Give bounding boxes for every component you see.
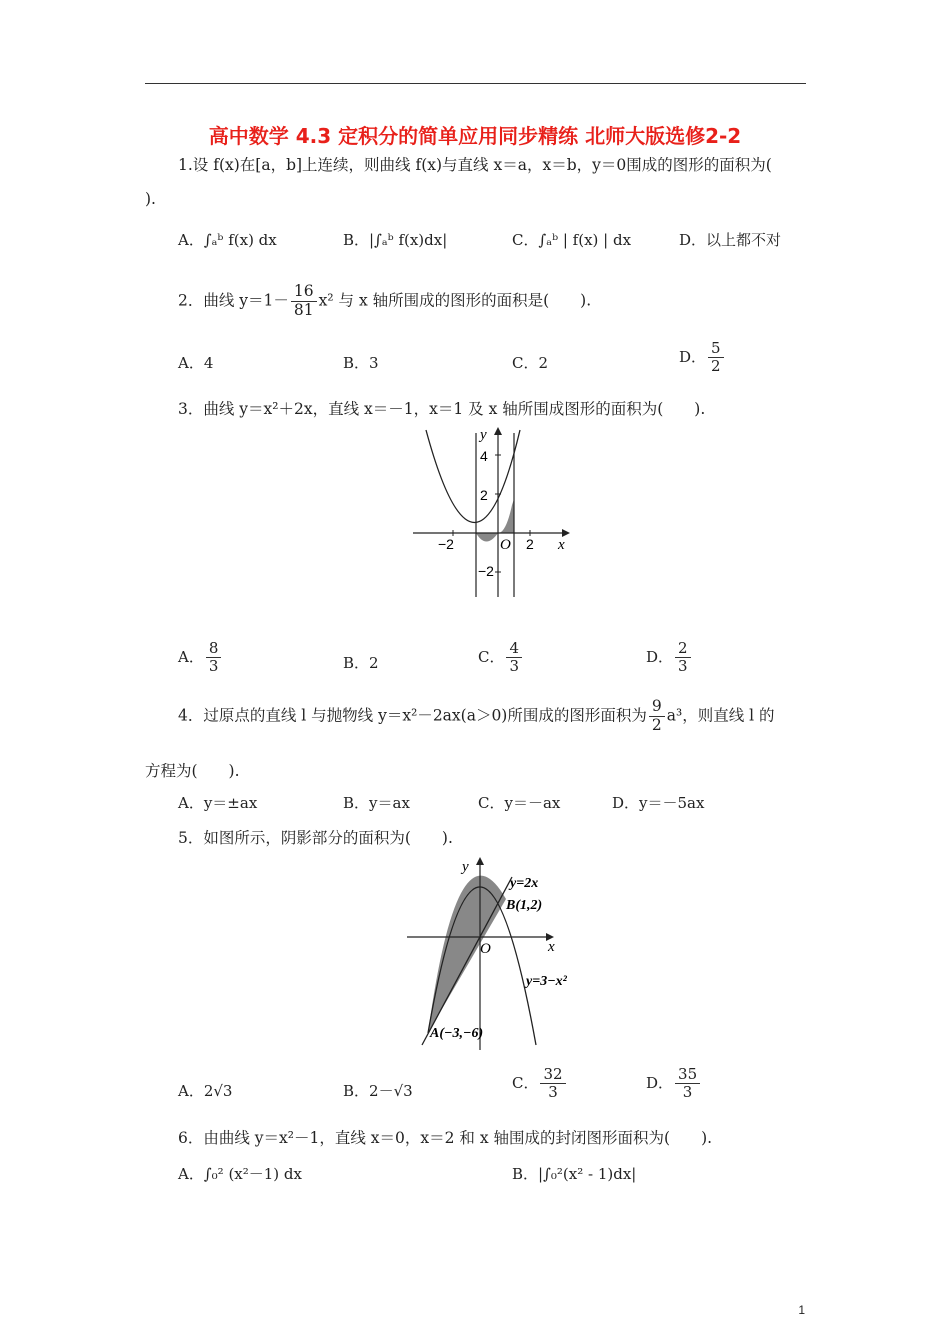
- q5-option-a: A．2√3: [178, 1082, 233, 1100]
- q5-label-b: B(1,2): [506, 898, 543, 913]
- q3-option-d-label: D．: [646, 647, 674, 666]
- q4-stem: [178, 698, 775, 735]
- q5-option-c: [512, 1066, 568, 1102]
- q3-label-origin: O: [500, 537, 511, 553]
- q2-frac-num: 16: [291, 283, 317, 302]
- q2-stem-post: x² 与 x 轴所围成的图形的面积是( ).: [318, 291, 592, 310]
- q5-shaded-area: [428, 876, 506, 1033]
- q2-option-c: C．2: [512, 354, 549, 372]
- q3-option-d-den: 3: [678, 657, 688, 676]
- q1-option-b: B．|∫ₐᵇ f(x)dx|: [343, 231, 448, 249]
- q5-option-c-num: 32: [540, 1066, 565, 1084]
- q3-option-c-label: C．: [478, 647, 505, 666]
- q6-option-a: A．∫₀² (x²－1) dx: [178, 1165, 302, 1183]
- q3-shaded-area: [476, 533, 498, 542]
- q5-option-c-label: C．: [512, 1073, 539, 1092]
- q3-shaded-area-right: [498, 499, 514, 533]
- q3-y-arrow: [494, 427, 502, 435]
- q4-stem-cont: 方程为( ).: [145, 762, 240, 780]
- page-title: 高中数学 4.3 定积分的简单应用同步精练 北师大版选修2-2: [208, 124, 742, 148]
- q1-option-a: A．∫ₐᵇ f(x) dx: [178, 231, 277, 249]
- q2-stem: [178, 283, 591, 320]
- q5-label-curve: y=3−x²: [526, 974, 567, 989]
- q3-label-neg2-x: −2: [438, 536, 454, 552]
- q2-fraction: [291, 283, 317, 320]
- q3-stem: 3．曲线 y＝x²＋2x，直线 x＝－1，x＝1 及 x 轴所围成图形的面积为( ).: [178, 400, 706, 418]
- q5-option-d-label: D．: [646, 1073, 674, 1092]
- q5-graph: [402, 855, 587, 1055]
- q4-stem-pre: 4．过原点的直线 l 与抛物线 y＝x²－2ax(a＞0)所围成的图形面积为: [178, 706, 647, 725]
- q3-option-a-den: 3: [208, 657, 219, 676]
- q3-x-arrow: [562, 529, 570, 537]
- q3-label-2-x: 2: [526, 536, 534, 552]
- q5-label-y: y: [462, 859, 469, 875]
- q1-option-c: C．∫ₐᵇ | f(x) | dx: [512, 231, 632, 249]
- q2-stem-pre: 2．曲线 y＝1－: [178, 291, 289, 310]
- q2-option-d-label: D．: [679, 347, 707, 366]
- q5-label-x: x: [548, 939, 555, 955]
- q5-option-d-den: 3: [682, 1083, 693, 1102]
- q3-option-a: [178, 640, 223, 676]
- q3-option-b: B．2: [343, 654, 379, 672]
- header-rule: [145, 83, 806, 84]
- q5-option-c-frac: [540, 1066, 565, 1102]
- q3-parabola: [426, 430, 520, 523]
- q2-frac-den: 81: [293, 300, 314, 319]
- q2-option-b: B．3: [343, 354, 379, 372]
- q4-frac-den: 2: [651, 715, 662, 734]
- q4-option-b: B．y＝ax: [343, 794, 410, 812]
- q5-label-line: y=2x: [510, 876, 539, 891]
- q3-option-a-label: A．: [178, 647, 204, 666]
- q5-option-d: [646, 1066, 702, 1102]
- q4-option-c: C．y＝－ax: [478, 794, 561, 812]
- q2-option-d-frac: [708, 340, 724, 376]
- q3-option-c-frac: [506, 640, 522, 676]
- q3-option-a-num: 8: [206, 640, 222, 658]
- q3-option-c-num: 4: [506, 640, 522, 658]
- q4-option-d: D．y＝－5ax: [612, 794, 705, 812]
- q5-option-c-den: 3: [548, 1083, 558, 1102]
- q5-label-a: A(−3,−6): [430, 1026, 484, 1041]
- q3-option-d: [646, 640, 693, 676]
- q2-option-a: A．4: [178, 354, 214, 372]
- q4-frac-num: 9: [649, 698, 665, 717]
- q4-option-a: A．y＝±ax: [178, 794, 258, 812]
- q4-fraction: [649, 698, 665, 735]
- q5-option-d-frac: [675, 1066, 700, 1102]
- q1-stem: 1.设 f(x)在[a，b]上连续，则曲线 f(x)与直线 x＝a，x＝b，y＝0围成的图形的面积为(: [178, 156, 772, 174]
- q2-option-d-den: 2: [711, 357, 721, 376]
- q2-option-d: [679, 340, 726, 376]
- q3-label-4: 4: [480, 448, 488, 464]
- q3-option-c-den: 3: [509, 657, 520, 676]
- q3-label-neg2-y: −2: [478, 563, 494, 579]
- q1-option-d: D．以上都不对: [679, 231, 782, 249]
- page-number: 1: [798, 1303, 805, 1317]
- q5-option-d-num: 35: [675, 1066, 700, 1084]
- q5-option-b: B．2－√3: [343, 1082, 413, 1100]
- q3-label-x: x: [558, 537, 565, 553]
- q5-stem: 5．如图所示，阴影部分的面积为( ).: [178, 829, 453, 847]
- q3-option-d-frac: [675, 640, 691, 676]
- q6-stem: 6．由曲线 y＝x²－1，直线 x＝0，x＝2 和 x 轴围成的封闭图形面积为( ).: [178, 1129, 713, 1147]
- q3-label-y: y: [480, 427, 487, 443]
- q5-label-origin: O: [480, 941, 491, 957]
- q3-option-a-frac: [206, 640, 222, 676]
- q4-stem-post: a³，则直线 l 的: [666, 706, 775, 725]
- q5-y-arrow: [476, 857, 484, 865]
- q3-graph: [408, 425, 578, 600]
- q1-stem-cont: ).: [145, 190, 156, 208]
- q3-option-d-num: 2: [675, 640, 691, 658]
- q6-option-b: B．|∫₀²(x² - 1)dx|: [512, 1165, 637, 1183]
- q3-label-2: 2: [480, 487, 488, 503]
- q3-option-c: [478, 640, 524, 676]
- q2-option-d-num: 5: [708, 340, 724, 358]
